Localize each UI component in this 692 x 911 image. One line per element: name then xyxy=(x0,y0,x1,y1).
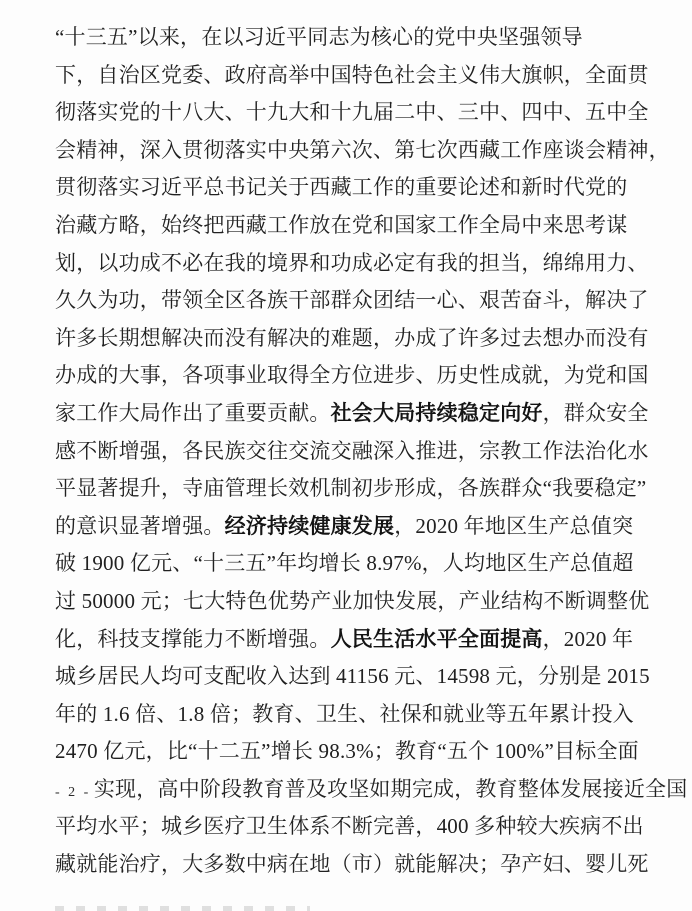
text-line xyxy=(55,94,647,132)
text-segment: 感不断增强，各民族交往交流交融深入推进，宗教工作法治化水 xyxy=(55,438,649,463)
text-segment: ，2020 年地区生产总值突 xyxy=(394,513,634,538)
text-segment: 家工作大局作出了重要贡献。 xyxy=(55,400,331,425)
text-segment: 藏就能治疗，大多数中病在地（市）就能解决；孕产妇、婴儿死 xyxy=(55,852,649,877)
text-segment: 年的 1.6 倍、1.8 倍；教育、卫生、社保和就业等五年累计投入 xyxy=(55,701,634,726)
text-line xyxy=(55,470,647,508)
text-segment: 化，科技支撑能力不断增强。 xyxy=(55,626,331,651)
text-line xyxy=(55,57,647,95)
text-line xyxy=(55,357,647,395)
text-segment: 平均水平；城乡医疗卫生体系不断完善，400 多种较大疾病不出 xyxy=(55,814,644,839)
text-line xyxy=(55,508,647,546)
text-line xyxy=(55,433,647,471)
text-line xyxy=(55,282,647,320)
text-segment: 彻落实党的十八大、十九大和十九届二中、三中、四中、五中全 xyxy=(55,100,649,125)
text-segment: 划，以功成不必在我的境界和功成必定有我的担当，绵绵用力、 xyxy=(55,250,649,275)
text-line xyxy=(55,621,647,659)
text-segment: 久久为功，带领全区各族干部群众团结一心、艰苦奋斗，解决了 xyxy=(55,288,649,313)
text-segment: 破 1900 亿元、“十三五”年均增长 8.97%，人均地区生产总值超 xyxy=(55,551,634,576)
text-segment: 许多长期想解决而没有解决的难题，办成了许多过去想办而没有 xyxy=(55,325,649,350)
text-segment: 办成的大事，各项事业取得全方位进步、历史性成就，为党和国 xyxy=(55,363,649,388)
text-line xyxy=(55,207,647,245)
text-segment: 贯彻落实习近平总书记关于西藏工作的重要论述和新时代党的 xyxy=(55,175,628,200)
text-segment: 的意识显著增强。 xyxy=(55,513,225,538)
text-line xyxy=(55,808,647,846)
text-segment: 下，自治区党委、政府高举中国特色社会主义伟大旗帜，全面贯 xyxy=(55,62,649,87)
text-segment: 城乡居民人均可支配收入达到 41156 元、14598 元，分别是 2015 xyxy=(55,664,650,689)
text-line xyxy=(55,545,647,583)
text-line xyxy=(55,395,647,433)
text-line xyxy=(55,320,647,358)
bold-phrase: 经济持续健康发展 xyxy=(224,513,395,538)
bold-phrase: 人民生活水平全面提高 xyxy=(330,626,543,651)
text-line xyxy=(55,733,647,771)
text-line xyxy=(55,132,670,170)
text-line xyxy=(55,245,647,283)
text-segment: ，2020 年 xyxy=(542,626,634,651)
text-segment: 会精神，深入贯彻落实中央第六次、第七次西藏工作座谈会精神， xyxy=(55,137,670,162)
text-segment: 2470 亿元，比“十二五”增长 98.3%；教育“五个 100%”目标全面 xyxy=(55,739,639,764)
text-line xyxy=(55,846,647,884)
cropped-next-line xyxy=(55,906,310,911)
text-segment: 过 50000 元；七大特色优势产业加快发展，产业结构不断调整优 xyxy=(55,588,650,613)
text-line xyxy=(55,169,647,207)
text-line xyxy=(55,583,650,621)
text-segment: 治藏方略，始终把西藏工作放在党和国家工作全局中来思考谋 xyxy=(55,212,628,237)
text-segment: ，群众安全 xyxy=(542,400,649,425)
text-segment: “十三五”以来，在以习近平同志为核心的党中央坚强领导 xyxy=(55,25,583,49)
text-segment: 实现，高中阶段教育普及攻坚如期完成，教育整体发展接近全国 xyxy=(93,776,688,801)
bold-phrase: 社会大局持续稳定向好 xyxy=(330,400,543,425)
text-line xyxy=(55,771,688,809)
text-line xyxy=(55,696,647,734)
inline-page-number: - 2 - xyxy=(55,784,91,800)
text-line xyxy=(55,19,647,57)
body-text xyxy=(55,19,688,884)
text-segment: 平显著提升，寺庙管理长效机制初步形成，各族群众“我要稳定” xyxy=(55,476,647,501)
text-line xyxy=(55,658,650,696)
